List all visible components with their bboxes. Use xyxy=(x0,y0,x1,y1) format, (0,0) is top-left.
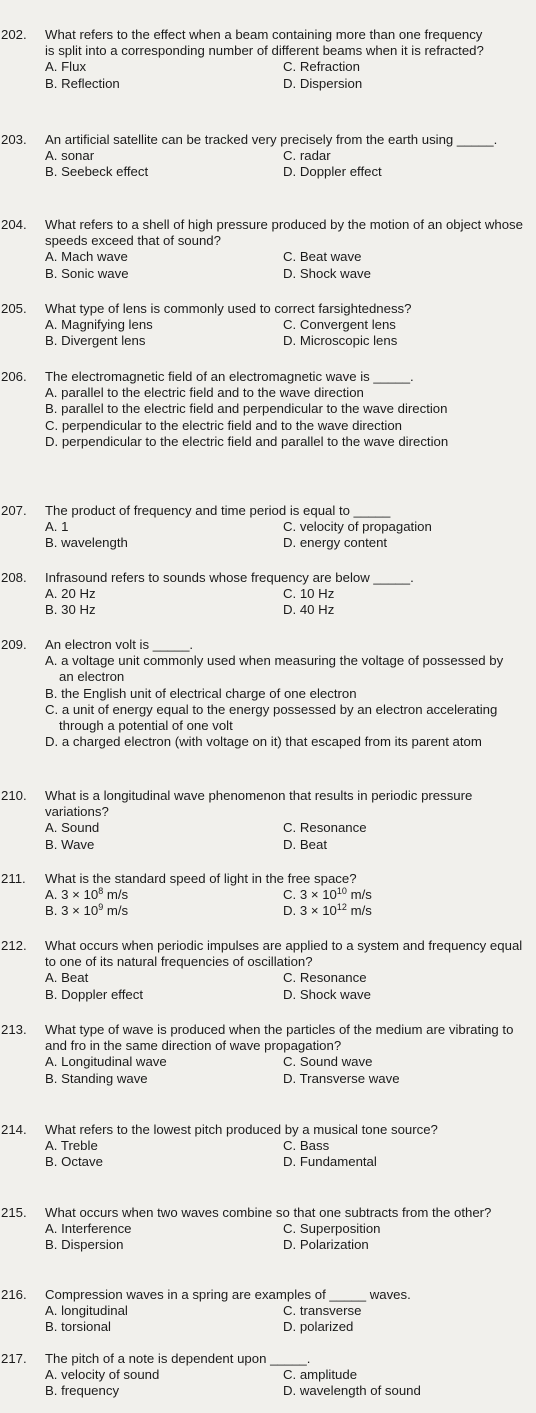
option-b: B. Reflection xyxy=(45,75,120,91)
question-210 xyxy=(0,788,536,853)
option-a: A. Beat xyxy=(45,970,89,986)
options xyxy=(45,1303,536,1335)
question-text: The electromagnetic field of an electromagnetic wave is _____. xyxy=(45,369,414,384)
option-b: B. Sonic wave xyxy=(45,265,129,281)
option-c: C. Beat wave xyxy=(283,249,362,265)
option-c: C. Convergent lens xyxy=(283,317,396,333)
option-d: D. Dispersion xyxy=(283,75,363,91)
option-d: D. $3 \times 10^{12}$ m/s xyxy=(283,902,372,919)
option-c: C. radar xyxy=(283,148,331,164)
option-d: D. Polarization xyxy=(283,1237,369,1253)
option-d: D. Fundamental xyxy=(283,1154,377,1170)
question-text: What occurs when two waves combine so that one subtracts from the other? xyxy=(45,1205,492,1220)
question-text: What type of wave is produced when the particles of the medium are vibrating to and fro in the same direction of wave propagation? xyxy=(45,1022,514,1054)
question-214 xyxy=(0,1122,536,1171)
question-number: 215. xyxy=(1,1205,27,1220)
question-number: 208. xyxy=(1,570,27,585)
option-c: C. $3 \times 10^{10}$ m/s xyxy=(283,886,372,903)
options xyxy=(45,59,536,91)
option-d: D. 40 Hz xyxy=(283,602,335,618)
question-text: The product of frequency and time period is equal to _____ xyxy=(45,503,391,518)
option-c: C. amplitude xyxy=(283,1367,358,1383)
option-b: B. Octave xyxy=(45,1154,103,1170)
question-number: 204. xyxy=(1,217,27,232)
option-b: B. Wave xyxy=(45,836,95,852)
option-d: D. Microscopic lens xyxy=(283,333,398,349)
option-b: B. torsional xyxy=(45,1319,111,1335)
option-c: C. 10 Hz xyxy=(283,586,335,602)
option-c: C. Refraction xyxy=(283,59,360,75)
question-text: What is the standard speed of light in the free space? xyxy=(45,871,357,886)
question-number: 217. xyxy=(1,1351,27,1366)
option-d: D. a charged electron (with voltage on it) that escaped from its parent atom xyxy=(45,734,482,750)
question-text: What refers to a shell of high pressure produced by the motion of an object whose speeds exceed that of sound? xyxy=(45,217,523,249)
question-text: An electron volt is _____. xyxy=(45,637,194,652)
option-a: A. Magnifying lens xyxy=(45,317,153,333)
option-c: C. Sound wave xyxy=(283,1054,373,1070)
option-b: B. 30 Hz xyxy=(45,602,96,618)
option-b: B. the English unit of electrical charge of one electron xyxy=(45,685,357,701)
option-a: A. a voltage unit commonly used when measuring the voltage of possessed by an electron xyxy=(45,653,504,685)
question-216 xyxy=(0,1287,536,1336)
option-d: D. Doppler effect xyxy=(283,164,382,180)
options xyxy=(45,519,536,551)
options xyxy=(45,1138,536,1170)
question-215 xyxy=(0,1205,536,1254)
question-number: 212. xyxy=(1,938,27,953)
option-c: C. perpendicular to the electric field and to the wave direction xyxy=(45,417,402,433)
option-d: D. Shock wave xyxy=(283,265,371,281)
option-d: D. energy content xyxy=(283,535,388,551)
option-c: C. Resonance xyxy=(283,970,367,986)
question-number: 207. xyxy=(1,503,27,518)
option-a: A. velocity of sound xyxy=(45,1367,160,1383)
option-c: C. transverse xyxy=(283,1303,362,1319)
options xyxy=(45,1054,536,1086)
options xyxy=(45,148,536,180)
question-204 xyxy=(0,217,536,282)
option-c: C. Bass xyxy=(283,1138,330,1154)
question-text: The pitch of a note is dependent upon _____. xyxy=(45,1351,311,1366)
options xyxy=(45,1367,536,1399)
question-text: Compression waves in a spring are examples of _____ waves. xyxy=(45,1287,411,1302)
option-d: D. polarized xyxy=(283,1319,354,1335)
options xyxy=(45,1221,536,1253)
option-b: B. $3 \times 10^9$ m/s xyxy=(45,902,129,919)
question-203 xyxy=(0,132,536,181)
options xyxy=(45,653,536,750)
options xyxy=(45,820,536,852)
question-205 xyxy=(0,301,536,350)
question-212 xyxy=(0,938,536,1003)
options xyxy=(45,317,536,349)
option-d: D. wavelength of sound xyxy=(283,1383,421,1399)
option-c: C. a unit of energy equal to the energy possessed by an electron accelerating through a potential of one volt xyxy=(45,701,498,734)
question-217 xyxy=(0,1351,536,1400)
option-d: D. Beat xyxy=(283,836,327,852)
option-a: A. Flux xyxy=(45,59,87,75)
question-number: 203. xyxy=(1,132,27,147)
question-207 xyxy=(0,503,536,552)
option-c: C. Superposition xyxy=(283,1221,381,1237)
option-b: B. parallel to the electric field and perpendicular to the wave direction xyxy=(45,401,448,417)
options xyxy=(45,970,536,1002)
question-text: What refers to the lowest pitch produced by a musical tone source? xyxy=(45,1122,438,1137)
option-a: A. 1 xyxy=(45,519,69,535)
option-b: B. frequency xyxy=(45,1383,120,1399)
option-a: A. Treble xyxy=(45,1138,98,1154)
question-text: What refers to the effect when a beam containing more than one frequency is split into a corresponding number of different beams when it is refracted? xyxy=(45,27,484,59)
question-number: 206. xyxy=(1,369,27,384)
option-b: B. Doppler effect xyxy=(45,986,143,1002)
option-a: A. $3 \times 10^8$ m/s xyxy=(45,886,129,903)
question-number: 210. xyxy=(1,788,27,803)
question-208 xyxy=(0,570,536,619)
question-number: 211. xyxy=(1,871,26,886)
question-number: 216. xyxy=(1,1287,27,1302)
question-209 xyxy=(0,637,536,750)
option-c: C. Resonance xyxy=(283,820,367,836)
option-b: B. Seebeck effect xyxy=(45,164,149,180)
question-number: 209. xyxy=(1,637,27,652)
question-202 xyxy=(0,27,536,92)
question-number: 213. xyxy=(1,1022,27,1037)
question-number: 202. xyxy=(1,27,27,42)
option-c: C. velocity of propagation xyxy=(283,519,432,535)
options xyxy=(45,249,536,281)
question-text: What is a longitudinal wave phenomenon that results in periodic pressure variations? xyxy=(45,788,473,820)
option-a: A. Longitudinal wave xyxy=(45,1054,167,1070)
question-206 xyxy=(0,369,536,450)
question-text: What type of lens is commonly used to correct farsightedness? xyxy=(45,301,412,316)
question-text: An artificial satellite can be tracked very precisely from the earth using _____. xyxy=(45,132,498,147)
options xyxy=(45,887,536,919)
option-a: A. longitudinal xyxy=(45,1303,128,1319)
option-a: A. Mach wave xyxy=(45,249,128,265)
options xyxy=(45,586,536,618)
option-b: B. wavelength xyxy=(45,535,128,551)
question-number: 214. xyxy=(1,1122,27,1137)
option-a: A. Sound xyxy=(45,820,100,836)
option-a: A. parallel to the electric field and to the wave direction xyxy=(45,385,364,401)
question-number: 205. xyxy=(1,301,27,316)
option-a: A. Interference xyxy=(45,1221,132,1237)
option-d: D. Transverse wave xyxy=(283,1070,400,1086)
question-text: Infrasound refers to sounds whose frequency are below _____. xyxy=(45,570,414,585)
question-text: What occurs when periodic impulses are applied to a system and frequency equal to one of its natural frequencies of oscillation? xyxy=(45,938,523,970)
option-b: B. Divergent lens xyxy=(45,333,146,349)
option-a: A. sonar xyxy=(45,148,95,164)
question-213 xyxy=(0,1022,536,1087)
question-211 xyxy=(0,871,536,920)
option-a: A. 20 Hz xyxy=(45,586,96,602)
option-d: D. perpendicular to the electric field and parallel to the wave direction xyxy=(45,433,449,449)
option-b: B. Dispersion xyxy=(45,1237,124,1253)
option-b: B. Standing wave xyxy=(45,1070,148,1086)
options xyxy=(45,385,536,450)
option-d: D. Shock wave xyxy=(283,986,371,1002)
